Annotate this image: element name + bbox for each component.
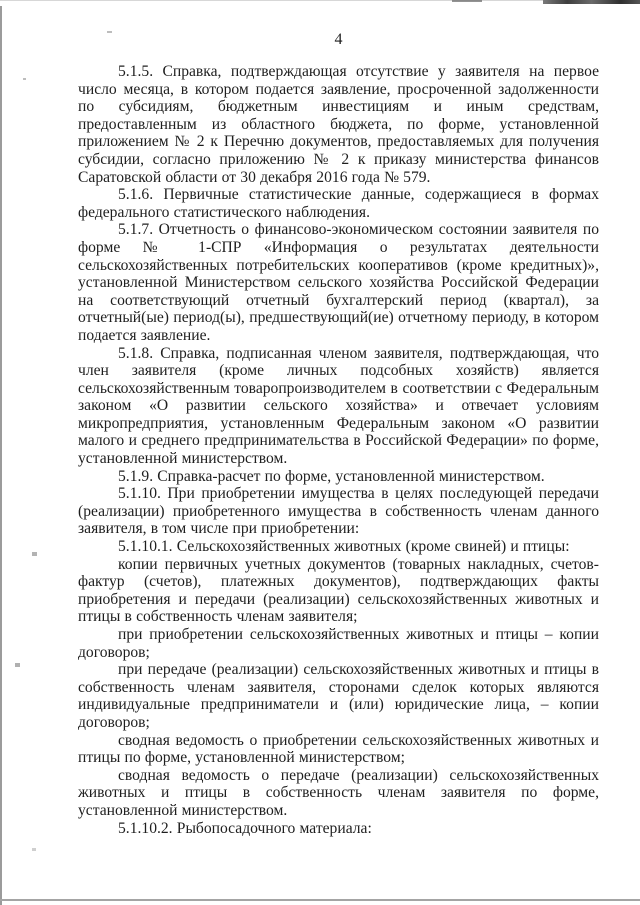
scan-edge-left-line [0,6,2,905]
subparagraph-primary-documents-copies: копии первичных учетных документов (товарных накладных, счетов-фактур (счетов), платежных документов), подтверждающих факты приобретения и передачи (реализации) сельскохозяйственных животных и птицы в собственность членам заявителя; [78,555,599,626]
scan-edge-bottom-line [0,899,640,901]
paragraph-5-1-10-1: 5.1.10.1. Сельскохозяйственных животных (кроме свиней) и птицы: [118,538,570,556]
scan-edge-top-dash [452,0,482,2]
paragraph-5-1-6: 5.1.6. Первичные статистические данные, содержащиеся в формах федерального статистического наблюдения. [78,186,599,221]
paragraph-5-1-7: 5.1.7. Отчетность о финансово-экономическом состоянии заявителя по форме № 1-СПР «Информация о результатах деятельности сельскохозяйственных потребительских кооперативов (кроме кредитных)», установленной Министерством сельского хозяйства Российской Федерации на соответствующий отчетный бухгалтерский период (квартал), за отчетный(ые) период(ы), предшествующий(ие) отчетному периоду, в котором подается заявление. [78,221,599,344]
scan-speck [15,663,20,667]
paragraph-5-1-9: 5.1.9. Справка-расчет по форме, установленной министерством. [118,467,545,485]
subparagraph-purchase-contracts-copies: при приобретении сельскохозяйственных животных и птицы – копии договоров; [78,626,599,661]
subparagraph-summary-sheet-transfer: сводная ведомость о передаче (реализации) сельскохозяйственных животных и птицы в собственность членам заявителя по форме, установленной министерством. [78,766,599,819]
scan-edge-top-dark-strip [543,0,640,4]
page-number: 4 [334,31,343,48]
paragraph-5-1-10: 5.1.10. При приобретении имущества в целях последующей передачи (реализации) приобретенного имущества в собственность членам данного заявителя, в том числе при приобретении: [78,485,599,538]
subparagraph-summary-sheet-purchase: сводная ведомость о приобретении сельскохозяйственных животных и птицы по форме, установленной министерством; [78,731,599,767]
scan-speck [23,78,26,80]
scan-speck [32,552,37,556]
document-body [78,63,599,837]
paragraph-5-1-8: 5.1.8. Справка, подписанная членом заявителя, подтверждающая, что член заявителя (кроме личных подсобных хозяйств) является сельскохозяйственным товаропроизводителем в соответствии с Федеральным законом «О развитии сельского хозяйства» и отвечает условиям микропредприятия, установленным Федеральным законом «О развитии малого и среднего предпринимательства в Российской Федерации» по форме, установленной министерством. [78,344,599,468]
paragraph-5-1-10-2: 5.1.10.2. Рыбопосадочного материала: [118,819,372,837]
scan-speck [32,848,36,851]
paragraph-5-1-5: 5.1.5. Справка, подтверждающая отсутствие у заявителя на первое число месяца, в котором подается заявление, просроченной задолженности по субсидиям, бюджетным инвестициям и иным средствам, предоставленным из областного бюджета, по форме, установленной приложением № 2 к Перечню документов, предоставляемых для получения субсидии, согласно приложению № 2 к приказу министерства финансов Саратовской области от 30 декабря 2016 года № 579. [78,63,599,186]
subparagraph-transfer-contracts-copies: при передаче (реализации) сельскохозяйственных животных и птицы в собственность членам заявителя, сторонами сделок которых являются индивидуальные предприниматели и (или) юридические лица, – копии договоров; [78,661,599,731]
